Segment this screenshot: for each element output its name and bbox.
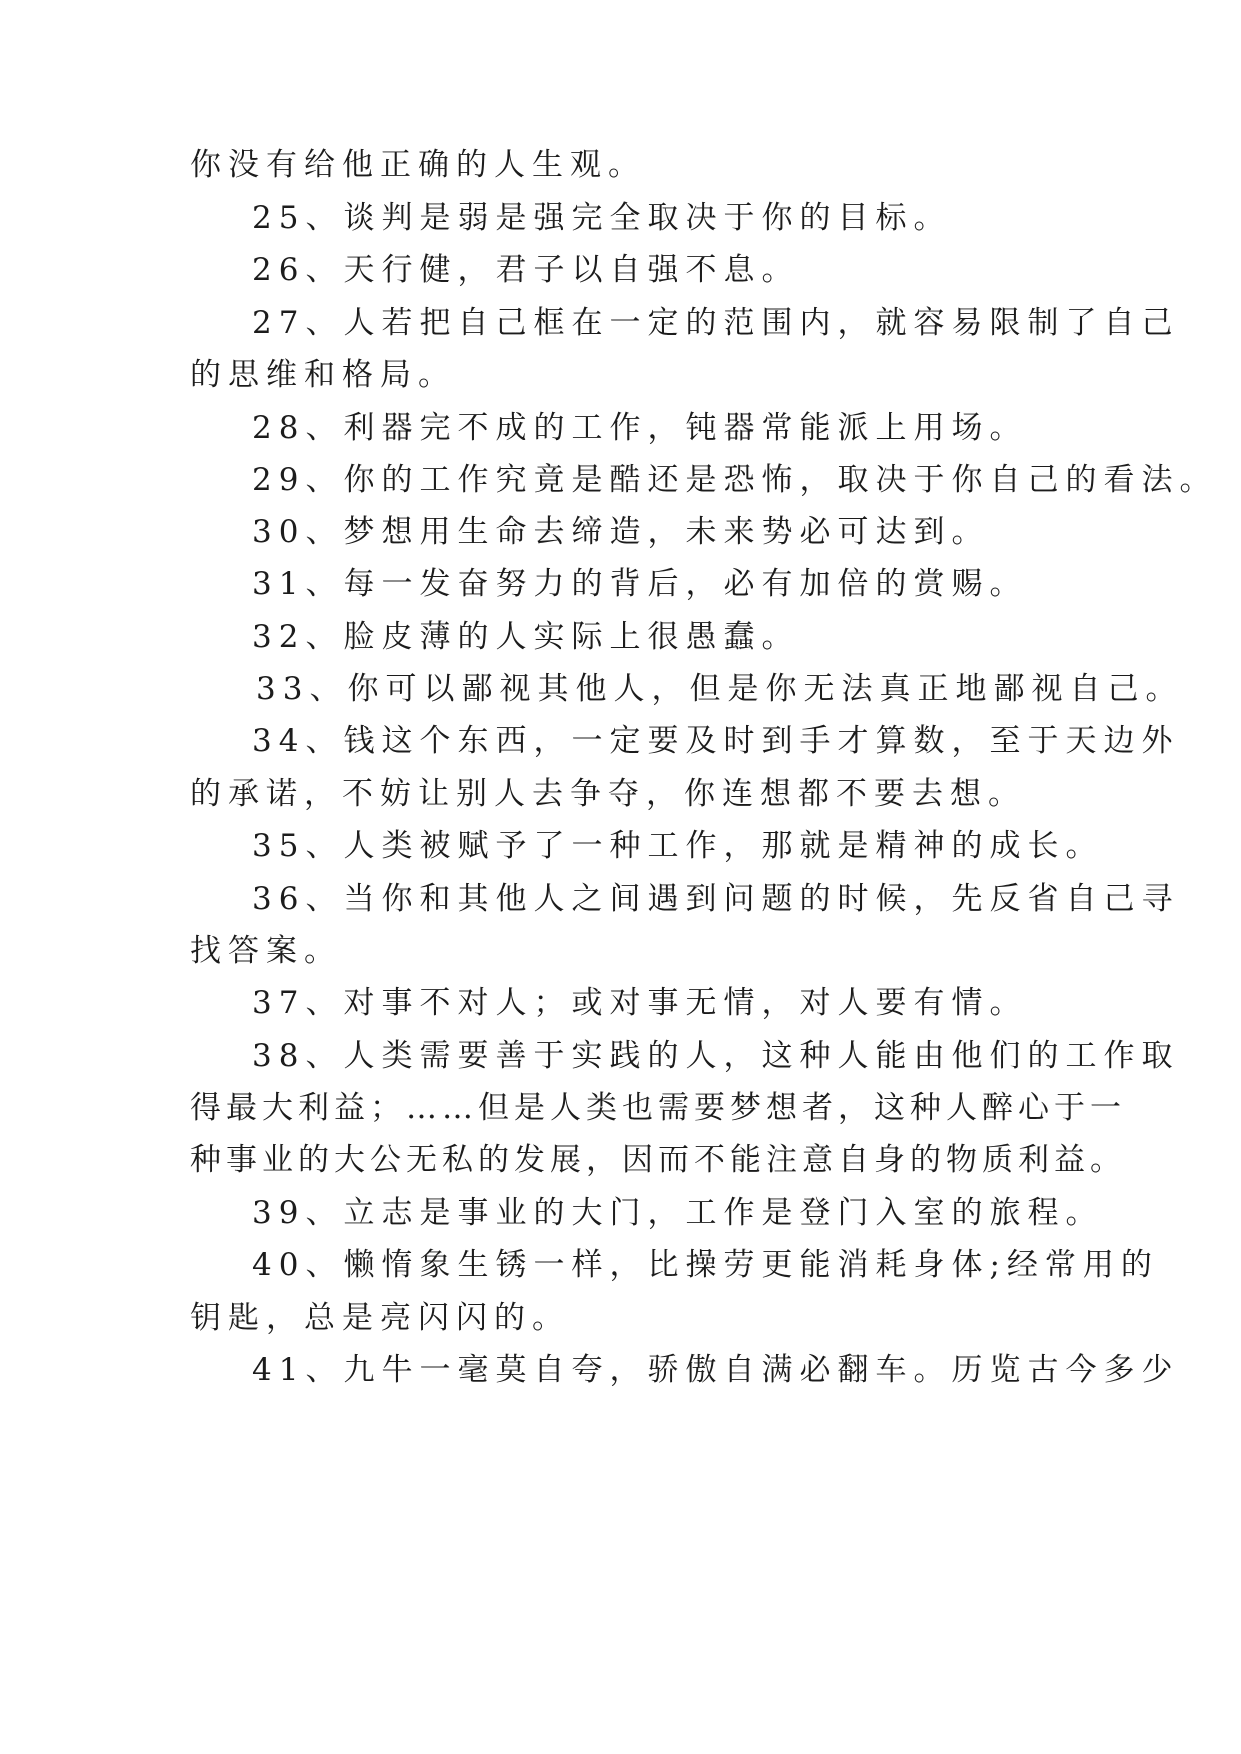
text-line: 29、你的工作究竟是酷还是恐怖，取决于你自己的看法。 bbox=[252, 462, 1218, 498]
text-line: 25、谈判是弱是强完全取决于你的目标。 bbox=[252, 200, 952, 236]
text-line: 你没有给他正确的人生观。 bbox=[190, 147, 646, 183]
text-line: 的思维和格局。 bbox=[190, 357, 456, 393]
text-line: 37、对事不对人；或对事无情，对人要有情。 bbox=[252, 985, 1028, 1021]
text-line: 30、梦想用生命去缔造，未来势必可达到。 bbox=[252, 514, 990, 550]
text-line: 39、立志是事业的大门，工作是登门入室的旅程。 bbox=[252, 1195, 1104, 1231]
text-line: 31、每一发奋努力的背后，必有加倍的赏赐。 bbox=[252, 566, 1028, 602]
text-line: 27、人若把自己框在一定的范围内，就容易限制了自己 bbox=[252, 305, 1180, 341]
text-line: 35、人类被赋予了一种工作，那就是精神的成长。 bbox=[252, 828, 1104, 864]
text-line: 36、当你和其他人之间遇到问题的时候，先反省自己寻 bbox=[252, 881, 1180, 917]
text-line: 40、懒惰象生锈一样，比操劳更能消耗身体;经常用的 bbox=[252, 1247, 1159, 1283]
text-line: 34、钱这个东西，一定要及时到手才算数，至于天边外 bbox=[252, 723, 1180, 759]
text-line: 33、你可以鄙视其他人，但是你无法真正地鄙视自己。 bbox=[256, 671, 1184, 707]
text-line: 得最大利益；……但是人类也需要梦想者，这种人醉心于一 bbox=[190, 1090, 1126, 1126]
text-line: 找答案。 bbox=[190, 933, 342, 969]
text-line: 种事业的大公无私的发展，因而不能注意自身的物质利益。 bbox=[190, 1142, 1126, 1178]
text-line: 32、脸皮薄的人实际上很愚蠢。 bbox=[252, 619, 800, 655]
text-line: 41、九牛一毫莫自夸，骄傲自满必翻车。历览古今多少 bbox=[252, 1352, 1180, 1388]
text-line: 28、利器完不成的工作，钝器常能派上用场。 bbox=[252, 410, 1028, 446]
text-line: 钥匙，总是亮闪闪的。 bbox=[190, 1300, 570, 1336]
text-line: 38、人类需要善于实践的人，这种人能由他们的工作取 bbox=[252, 1038, 1180, 1074]
text-line: 26、天行健，君子以自强不息。 bbox=[252, 252, 800, 288]
text-line: 的承诺，不妨让别人去争夺，你连想都不要去想。 bbox=[190, 776, 1026, 812]
